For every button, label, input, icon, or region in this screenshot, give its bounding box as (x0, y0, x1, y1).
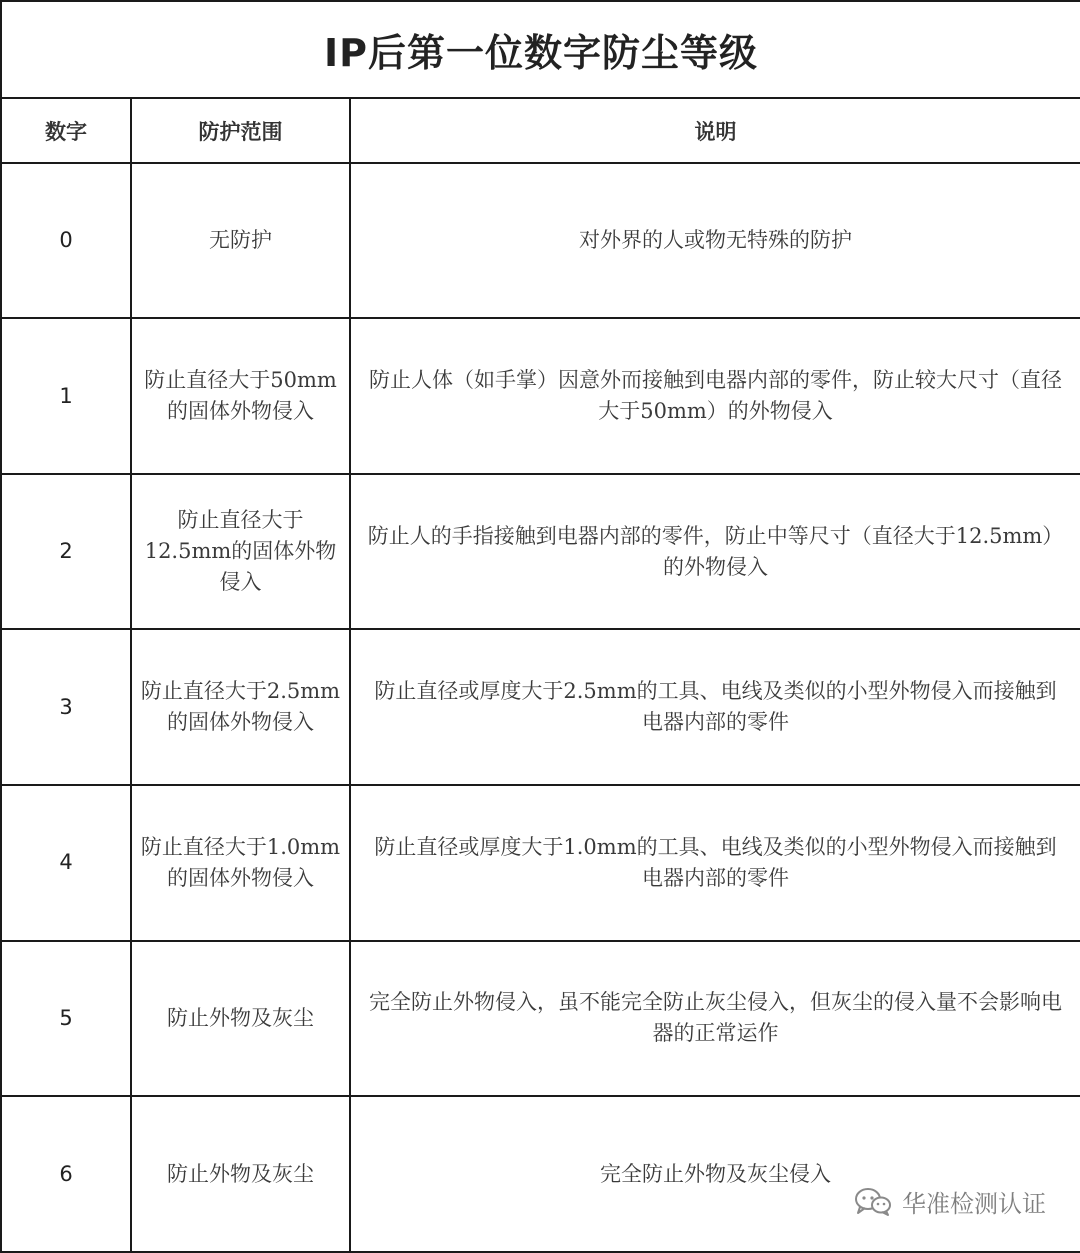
header-digit: 数字 (1, 98, 131, 162)
row-digit: 4 (1, 785, 131, 941)
row-range: 防止外物及灰尘 (131, 941, 350, 1097)
row-range: 防止直径大于50mm的固体外物侵入 (131, 318, 350, 474)
header-range: 防护范围 (131, 98, 350, 162)
watermark-text: 华准检测认证 (902, 1190, 1046, 1218)
row-range: 防止直径大于2.5mm的固体外物侵入 (131, 629, 350, 785)
row-digit: 6 (1, 1096, 131, 1252)
row-range: 防止直径大于1.0mm的固体外物侵入 (131, 785, 350, 941)
row-range: 防止外物及灰尘 (131, 1096, 350, 1252)
table-row (1, 785, 1080, 941)
row-range: 无防护 (131, 163, 350, 319)
table-row (1, 1096, 1080, 1252)
row-digit: 5 (1, 941, 131, 1097)
table-row (1, 318, 1080, 474)
row-digit: 0 (1, 163, 131, 319)
row-digit: 2 (1, 474, 131, 630)
table-row (1, 629, 1080, 785)
row-range: 防止直径大于12.5mm的固体外物侵入 (131, 474, 350, 630)
row-description: 防止人体（如手掌）因意外而接触到电器内部的零件，防止较大尺寸（直径大于50mm）的外物侵入 (350, 318, 1080, 474)
row-description: 对外界的人或物无特殊的防护 (350, 163, 1080, 319)
watermark (854, 1184, 1046, 1219)
table-row (1, 163, 1080, 319)
table-row (1, 474, 1080, 630)
table-row (1, 941, 1080, 1097)
table-title: IP后第一位数字防尘等级 (1, 1, 1080, 98)
row-digit: 3 (1, 629, 131, 785)
row-description: 防止直径或厚度大于1.0mm的工具、电线及类似的小型外物侵入而接触到电器内部的零件 (350, 785, 1080, 941)
row-description: 防止人的手指接触到电器内部的零件，防止中等尺寸（直径大于12.5mm）的外物侵入 (350, 474, 1080, 630)
row-description: 防止直径或厚度大于2.5mm的工具、电线及类似的小型外物侵入而接触到电器内部的零件 (350, 629, 1080, 785)
row-description: 完全防止外物侵入，虽不能完全防止灰尘侵入，但灰尘的侵入量不会影响电器的正常运作 (350, 941, 1080, 1097)
header-description: 说明 (350, 98, 1080, 162)
row-description: 完全防止外物及灰尘侵入 (350, 1096, 1080, 1252)
row-digit: 1 (1, 318, 131, 474)
wechat-icon (854, 1187, 892, 1217)
